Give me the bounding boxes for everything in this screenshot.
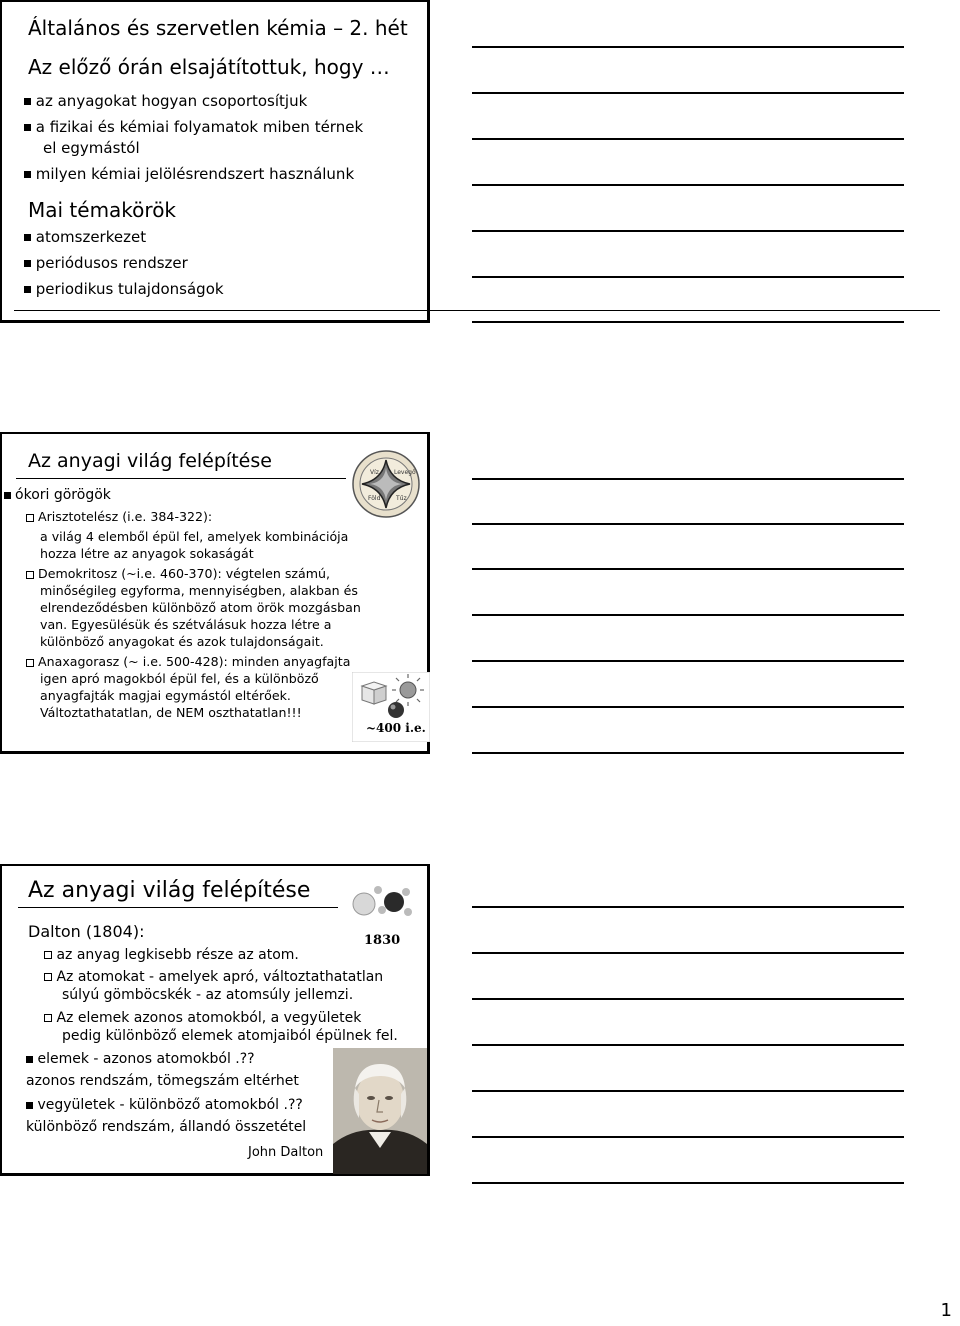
slide-1-bullet: a fizikai és kémiai folyamatok miben térnek [24, 118, 363, 136]
slide-2-line: Változtathatatlan, de NEM oszthatatlan!!! [40, 705, 302, 720]
slide-2-line: a világ 4 elemből épül fel, amelyek kombinációja [40, 529, 349, 544]
slide-2-line: igen apró magokból épül fel, és a különböző [40, 671, 319, 686]
slide-2-line: Anaxagorasz (~ i.e. 500-428): minden anyagfajta [26, 653, 350, 670]
slide-3-line: az anyag legkisebb része az atom. [44, 947, 299, 963]
hollow-square-bullet-icon [26, 571, 34, 579]
slide-2-line: minőségileg egyforma, mennyiségben, alakban és [40, 583, 358, 598]
hollow-square-bullet-icon [26, 514, 34, 522]
slide-3-line: azonos rendszám, tömegszám eltérhet [26, 1073, 299, 1089]
portrait-caption: John Dalton [248, 1145, 324, 1160]
slide-2-title: Az anyagi világ felépítése [28, 450, 272, 472]
square-bullet-icon [26, 1102, 33, 1109]
slide-2-line: anyagfajták magjai egymástól eltérőek. [40, 688, 291, 703]
slide-3-divider [18, 907, 338, 908]
square-bullet-icon [24, 260, 31, 267]
slide-2-line: Demokritosz (~i.e. 460-370): végtelen számú, [26, 565, 330, 582]
hollow-square-bullet-icon [44, 1014, 52, 1022]
hollow-square-bullet-icon [26, 659, 34, 667]
square-bullet-icon [26, 1056, 33, 1063]
page-number: 1 [940, 1300, 952, 1321]
john-dalton-portrait [333, 1048, 427, 1174]
slide-2-line: hozza létre az anyagok sokaságát [40, 546, 254, 561]
slide-3-line: súlyú gömböcskék - az atomsúly jellemzi. [62, 987, 354, 1003]
slide-3-line: elemek - azonos atomokból .?? [26, 1051, 255, 1067]
square-bullet-icon [24, 124, 31, 131]
four-elements-image [346, 440, 426, 522]
slide-2-line: különböző anyagokat és azok tulajdonságait. [40, 634, 324, 649]
slide-3-line: pedig különböző elemek atomjaiból épülnek fel. [62, 1028, 398, 1044]
svg-text:Víz: Víz [370, 469, 379, 476]
slide-3-line: különböző rendszám, állandó összetétel [26, 1119, 307, 1135]
slide-1-title: Általános és szervetlen kémia – 2. hét [28, 16, 408, 40]
slide-3-title: Az anyagi világ felépítése [28, 878, 311, 903]
slide-1 [0, 0, 430, 323]
slide-1-topic: periodikus tulajdonságok [24, 280, 224, 298]
slide-1-bullet-continuation: el egymástól [43, 139, 140, 157]
square-bullet-icon [4, 492, 11, 499]
hollow-square-bullet-icon [44, 951, 52, 959]
hollow-square-bullet-icon [44, 973, 52, 981]
svg-text:Tűz: Tűz [396, 495, 407, 502]
slide-1-bullet: milyen kémiai jelölésrendszert használunk [24, 165, 354, 183]
molecule-image [340, 874, 426, 948]
slide-3-line: Az elemek azonos atomokból, a vegyületek [44, 1010, 361, 1026]
svg-text:~400 i.e.: ~400 i.e. [366, 721, 426, 735]
slide-1-divider [14, 310, 940, 311]
slide-1-topic: atomszerkezet [24, 228, 146, 246]
slide-1-section-heading: Mai témakörök [28, 198, 177, 222]
square-bullet-icon [24, 234, 31, 241]
svg-text:1830: 1830 [364, 933, 401, 948]
slide-2-divider [16, 478, 346, 479]
svg-text:Föld: Föld [368, 495, 381, 502]
slide-3-line: Az atomokat - amelyek apró, változtathatatlan [44, 969, 383, 985]
slide-1-bullet: az anyagokat hogyan csoportosítjuk [24, 92, 307, 110]
square-bullet-icon [24, 171, 31, 178]
svg-text:Levegő: Levegő [394, 469, 416, 476]
square-bullet-icon [24, 98, 31, 105]
slide-2-line: Arisztotelész (i.e. 384-322): [26, 508, 212, 525]
slide-1-subtitle: Az előző órán elsajátítottuk, hogy … [28, 55, 390, 79]
square-bullet-icon [24, 286, 31, 293]
slide-2-top-bullet: ókori görögök [4, 486, 111, 504]
slide-2-line: elrendeződésben különböző atom örök mozgásban [40, 600, 361, 615]
slide-1-topic: periódusos rendszer [24, 254, 188, 272]
atoms-image [352, 672, 430, 742]
slide-2-line: van. Egyesülésük és szétválásuk hozza létre a [40, 617, 332, 632]
slide-3-dalton-heading: Dalton (1804): [28, 922, 145, 941]
slide-3-line: vegyületek - különböző atomokból .?? [26, 1097, 303, 1113]
